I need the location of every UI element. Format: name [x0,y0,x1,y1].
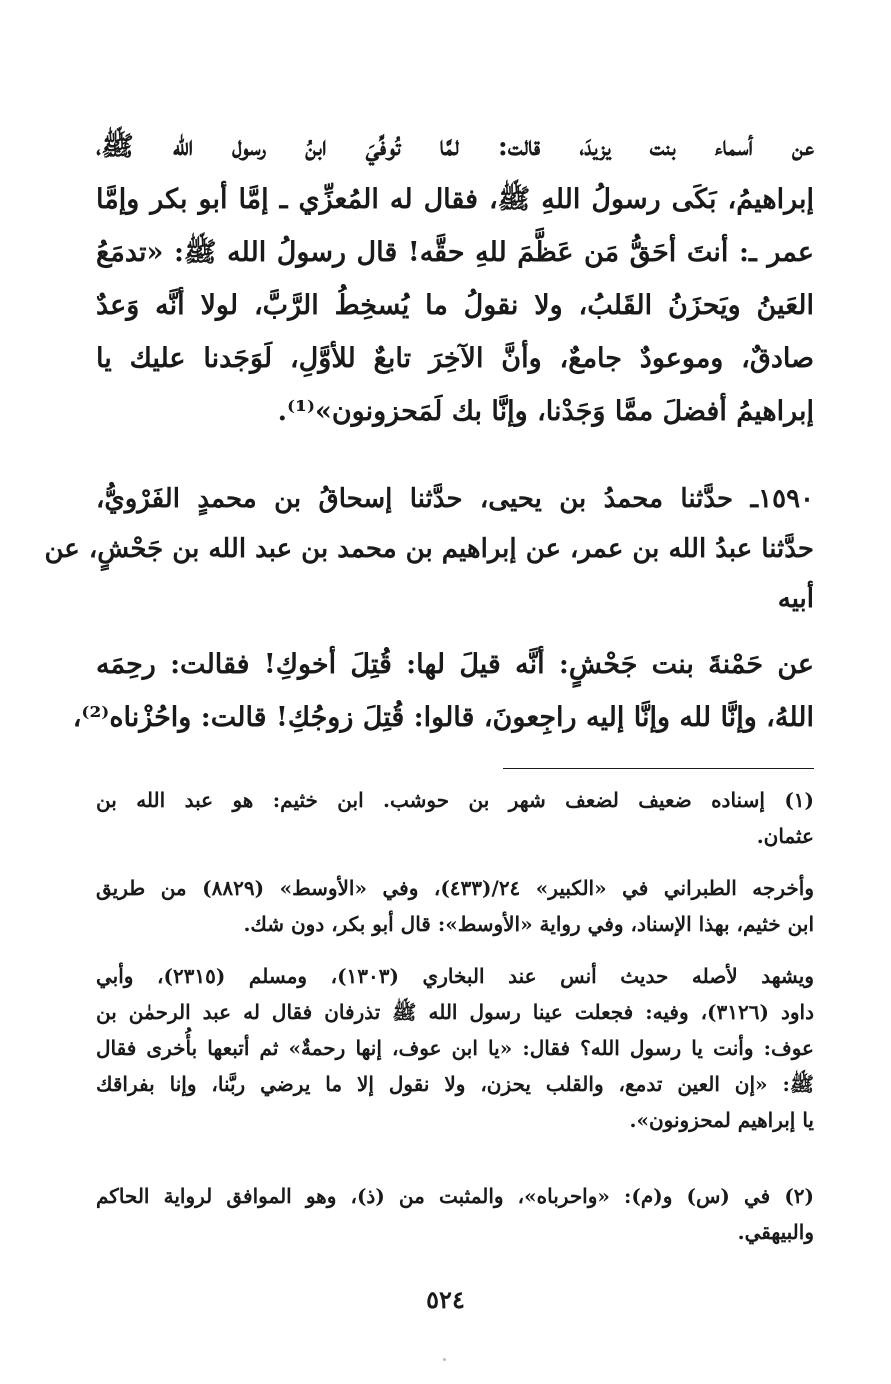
page-number: ٥٢٤ [426,1285,465,1314]
footnote-line: ﷺ: «إن العين تدمع، والقلب يحزن، ولا نقول إلا ما يرضي ربَّنا، وإنا بفراقك [96,1072,814,1096]
scan-speck [443,1358,446,1361]
text-line: العَينُ ويَحزَنُ القَلبُ، ولا نقولُ ما يُسخِطُ الرَّبَّ، لولا أنَّه وَعدٌ [96,290,814,321]
footnote-1-takhrij [96,870,814,942]
hadith-1589-text [96,120,814,438]
footnote-line: (٢) في (س) و(م): «واحرباه»، والمثبت من (ذ)، وهو الموافق لرواية الحاكم [96,1184,814,1208]
text-line: أبيه [777,584,814,614]
footnote-2 [96,1178,814,1250]
footnote-1 [96,782,814,854]
text-line: إبراهيمُ أفضلَ ممَّا وَجَدْنا، وإنَّا بك لَمَحزونون»⁽¹⁾. [277,396,814,427]
text-line: ١٥٩٠ـ حدَّثنا محمدُ بن يحيى، حدَّثنا إسحاقُ بن محمدٍ الفَرْويُّ، [96,484,814,514]
footnote-1-shawahid [96,958,814,1138]
footnote-line: ابن خثيم، بهذا الإسناد، وفي رواية «الأوسط»: قال أبو بكر، دون شك. [243,912,814,936]
footnote-line: داود (٣١٢٦)، وفيه: فجعلت عينا رسول الله ﷺ تذرفان فقال له عبد الرحمٰن بن [96,1000,814,1024]
text-line: عن حَمْنةَ بنت جَحْشٍ: أنَّه قيلَ لها: قُتِلَ أخوكِ! فقالت: رحِمَه [96,649,814,680]
hadith-1590-text [72,638,814,744]
footnote-line: (١) إسناده ضعيف لضعف شهر بن حوشب. ابن خثيم: هو عبد الله بن [96,788,814,812]
text-line: صادقٌ، وموعودٌ جامعٌ، وأنَّ الآخِرَ تابعٌ للأوَّلِ، لَوَجَدنا عليك يا [96,343,814,374]
hadith-1590-isnad [44,474,814,624]
text-line: إبراهيمُ، بَكَى رسولُ اللهِ ﷺ، فقال له المُعزِّي ـ إمَّا أبو بكر وإمَّا [96,184,814,215]
footnote-line: عثمان. [756,824,814,848]
text-line: عمر ـ: أنتَ أحَقُّ مَن عَظَّمَ للهِ حقَّه! قال رسولُ الله ﷺ: «تدمَعُ [96,237,814,268]
footnote-line: يا إبراهيم لمحزونون». [629,1108,814,1132]
footnote-line: وأخرجه الطبراني في «الكبير» ٢٤/(٤٣٣)، وفي «الأوسط» (٨٨٢٩) من طريق [96,876,815,900]
text-line: اللهُ، وإنَّا لله وإنَّا إليه راجِعونَ، قالوا: قُتِلَ زوجُكِ! قالت: واحُزْناه⁽²⁾، [72,702,814,733]
footnote-line: ويشهد لأصله حديث أنس عند البخاري (١٣٠٣)، ومسلم (٢٣١٥)، وأبي [96,964,814,988]
footnote-separator [503,768,814,769]
footnote-line: والبيهقي. [737,1220,814,1244]
text-line: حدَّثنا عبدُ الله بن عمر، عن إبراهيم بن محمد بن عبد الله بن جَحْشٍ، عن [44,534,814,564]
footnote-line: عوف: وأنت يا رسول الله؟ فقال: «يا ابن عوف، إنها رحمةٌ» ثم أتبعها بأُخرى فقال [96,1036,814,1060]
text-line: عن أسماء بنت يزيدَ، قالت: لمَّا تُوفِّيَ ابنُ رسول الله ﷺ، [96,131,814,162]
